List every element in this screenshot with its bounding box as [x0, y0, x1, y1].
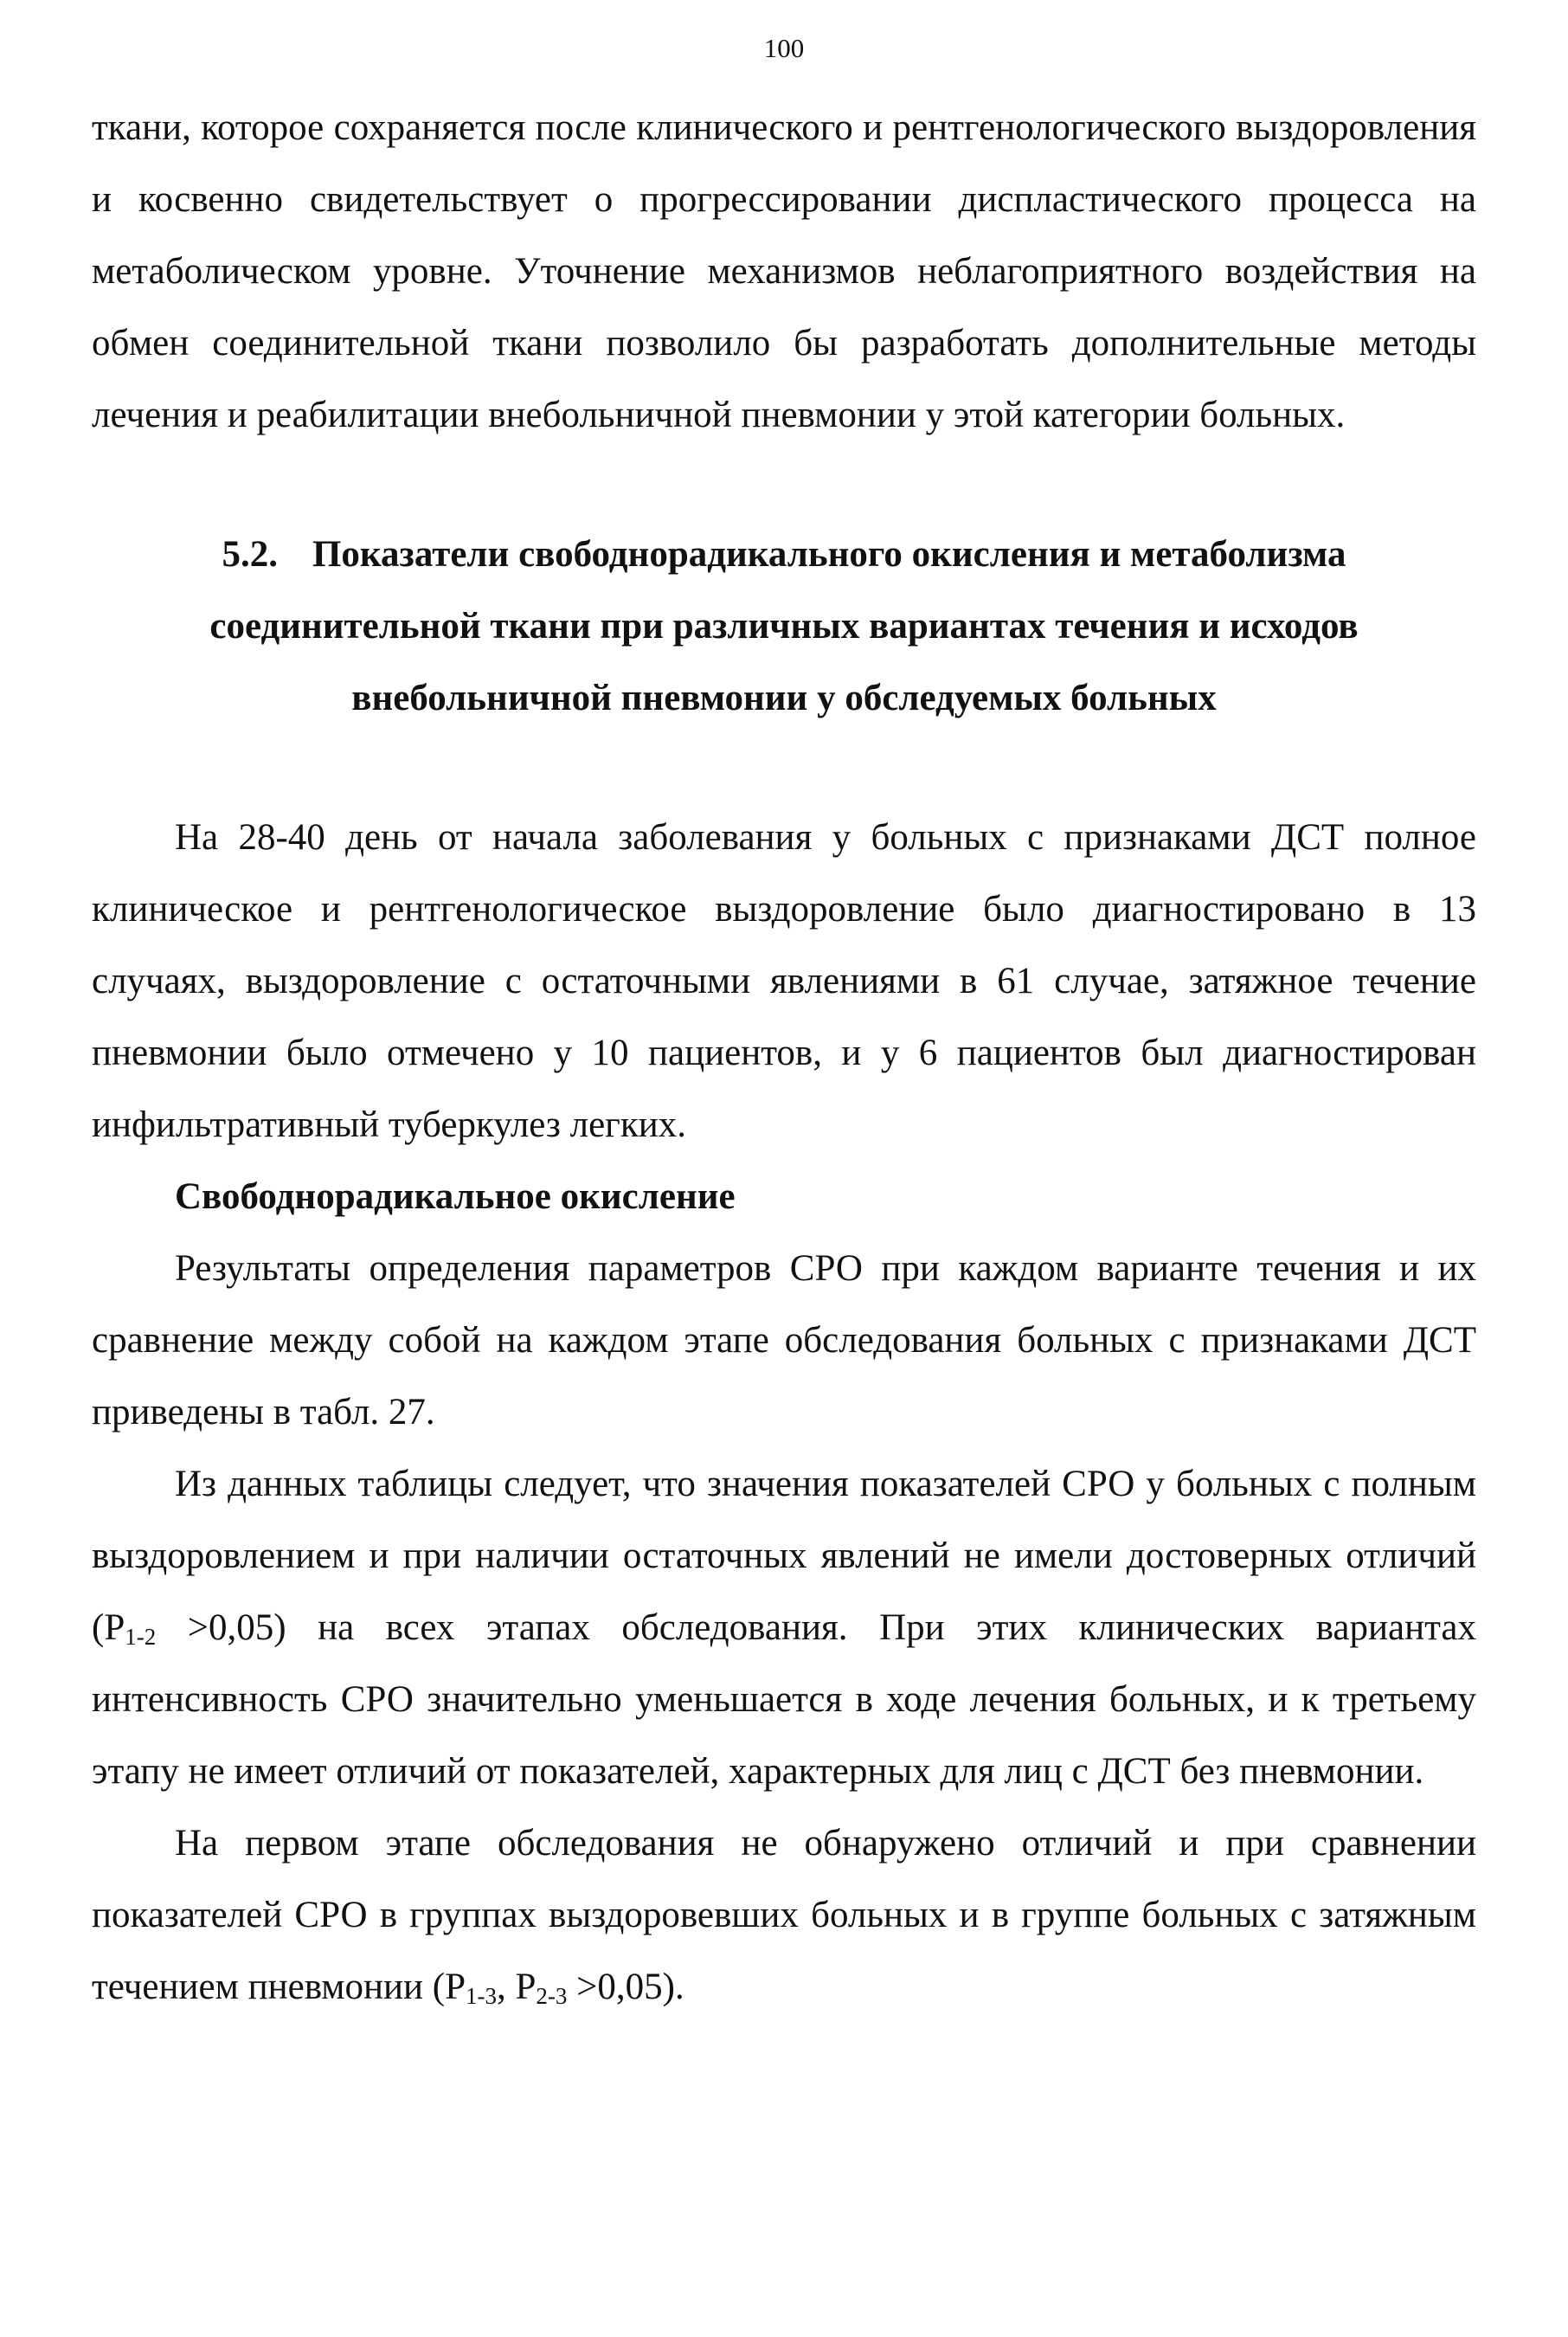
intro-paragraph: ткани, которое сохраняется после клинического и рентгенологического выздоровления и косвенно свидетельствует о прогрессировании диспластического процесса на метаболическом уровне. Уточнение механизмов неблагоприятного воздействия на обмен соединительной ткани позволило бы разработать дополнительные методы лечения и реабилитации внебольничной пневмонии у этой категории больных.	[92, 107, 1476, 435]
text-run: >0,05) на всех этапах обследования. При этих клинических вариантах интенсивность СРО значительно уменьшается в ходе лечения больных, и к третьему этапу не имеет отличий от показателей, характерных для лиц с ДСТ без пневмонии.	[92, 1607, 1476, 1792]
subscript: 1-3	[466, 1983, 497, 2009]
paragraph-first-stage	[92, 1807, 1476, 2023]
paragraph-results: Результаты определения параметров СРО при каждом варианте течения и их сравнение между собой на каждом этапе обследования больных с признаками ДСТ приведены в табл. 27.	[92, 1248, 1476, 1432]
page-number: 100	[763, 33, 805, 63]
document-body	[92, 92, 1476, 2023]
subscript: 2-3	[536, 1983, 568, 2009]
section-number: 5.2.	[222, 534, 278, 575]
text-run: На первом этапе обследования не обнаружено отличий и при сравнении показателей СРО в группах выздоровевших больных и в группе больных с затяжным течением пневмонии (P	[92, 1823, 1476, 2007]
section-heading	[92, 518, 1476, 734]
text-run: Из данных таблицы следует, что значения показателей СРО у больных с полным выздоровлением и при наличии остаточных явлений не имели достоверных отличий (P	[92, 1464, 1476, 1648]
spacer	[92, 734, 1476, 802]
subscript: 1-2	[125, 1624, 157, 1650]
subheading: Свободнорадикальное окисление	[175, 1176, 736, 1217]
text-run: , P	[497, 1967, 537, 2007]
paragraph-table-findings	[92, 1448, 1476, 1807]
section-title: Показатели свободнорадикального окисления и метаболизма соединительной ткани при различных вариантах течения и исходов внебольничной пневмонии у обследуемых больных	[209, 534, 1359, 718]
paragraph-outcomes: На 28-40 день от начала заболевания у больных с признаками ДСТ полное клиническое и рентгенологическое выздоровление было диагностировано в 13 случаях, выздоровление с остаточными явлениями в 61 случае, затяжное течение пневмонии было отмечено у 10 пациентов, и у 6 пациентов был диагностирован инфильтративный туберкулез легких.	[92, 817, 1476, 1145]
text-run: >0,05).	[567, 1967, 684, 2007]
